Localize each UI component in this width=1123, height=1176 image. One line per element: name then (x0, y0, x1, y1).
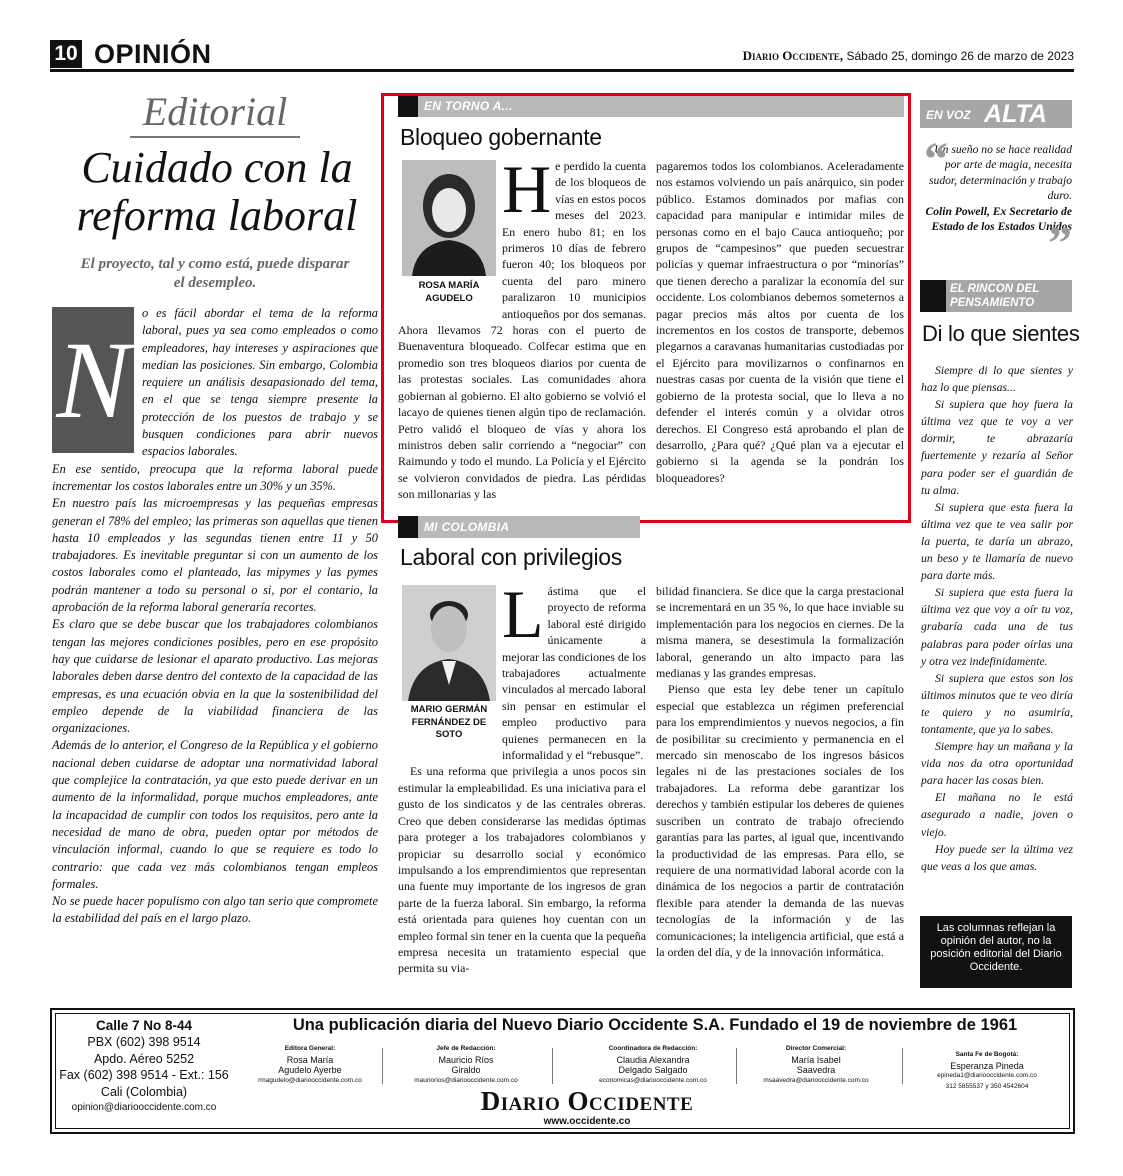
quote-text: Un sueño no se hace realidad por arte de magia, necesita sudor, determinación y trabajo duro. (929, 143, 1072, 203)
en-voz-label: EN VOZ (926, 108, 971, 122)
column2-section-label: MI COLOMBIA (424, 520, 510, 534)
rincon-title: Di lo que sientes (922, 321, 1080, 346)
column2-author: MARIO GERMÁN FERNÁNDEZ DE SOTO (410, 704, 488, 740)
column1-dropcap: H (502, 151, 552, 227)
issue-date (743, 48, 1074, 64)
editorial-kicker: Editorial (130, 90, 300, 138)
staff-role: Director Comercial: (785, 1045, 847, 1052)
staff-email[interactable]: epineda1@diariooccidente.com.co (937, 1072, 1037, 1079)
editorial-paragraph: No se puede hacer populismo con algo tan serio que compromete la estabilidad del país en el largo plazo. (52, 894, 378, 926)
staff-email[interactable]: economicas@diariooccidente.com.co (599, 1076, 707, 1084)
contact-address (56, 1018, 232, 1116)
editorial-paragraph: Es claro que se debe buscar que los trabajadores colombianos tengan las mejores condiciones posibles, pero en ese propósito hay que cuidarse de lesionar el aparato productivo. Las mejoras laborales deben darse dentro del contexto de la capacidad de las empresas, es una ecuación obvia en la que la sostenibilidad del empleo depende de la viabilidad financiera de las organizaciones. (52, 617, 378, 736)
staff-role: Coordinadora de Redacción: (608, 1045, 698, 1052)
staff-item (578, 1044, 728, 1086)
staff-name: Mauricio Ríos Giraldo (438, 1054, 494, 1075)
masthead-footer (50, 1008, 1075, 1134)
highlight-frame (381, 93, 911, 523)
staff-email[interactable]: rmagudelo@diariooccidente.com.co (258, 1076, 362, 1084)
rincon-paragraph: Si supiera que estos son los últimos minutos que te veo diría te quiero y no asumiría, tontamente, que ya lo sabes. (921, 671, 1073, 736)
editorial-body (52, 305, 378, 928)
editorial-title: Cuidado con la reforma laboral (76, 143, 358, 240)
column2-title: Laboral con privilegios (400, 544, 622, 570)
date-text: Sábado 25, domingo 26 de marzo de 2023 (846, 49, 1074, 63)
column2-right-text (656, 583, 904, 960)
quote-attribution: Colin Powell, Ex Secretario de Estado de los Estados Unidos (925, 204, 1072, 234)
editorial-dropcap: N (52, 307, 134, 453)
column2-dropcap: L (502, 576, 544, 652)
pbx: PBX (602) 398 9514 (87, 1035, 201, 1050)
page-header (50, 38, 1074, 72)
staff-item (248, 1044, 372, 1086)
close-quote-icon: ” (1048, 217, 1072, 271)
staff-name: Rosa María Agudelo Ayerbe (278, 1054, 342, 1075)
rincon-paragraph: Si supiera que esta fuera la última vez que te vea salir por la puerta, te daría un abrazo, un beso y te llamaría de nuevo para darte más. (921, 500, 1073, 583)
quote-block (922, 133, 1072, 271)
rincon-paragraph: Hoy puede ser la última vez que veas a los que amas. (921, 842, 1073, 873)
column2-intro: ástima que el proyecto de reforma laboral esté dirigido únicamente a mejorar las condiciones de los trabajadores actualmente vinculados al mercado laboral sin pensar en estimular el empleo productivo para quienes permanecen en la informalidad y el “rebusque”. (502, 584, 646, 763)
rincon-body (921, 362, 1073, 875)
rincon-header (920, 280, 1072, 312)
email-link[interactable]: opinion@diariooccidente.com.co (71, 1102, 217, 1114)
staff-email[interactable]: msaavedra@diariooccidente.com.co (763, 1076, 869, 1084)
column1-title: Bloqueo gobernante (400, 124, 602, 150)
staff-role: Jefe de Redacción: (436, 1045, 496, 1052)
staff-name: Esperanza Pineda (950, 1060, 1024, 1071)
en-voz-alta-header (920, 100, 1072, 128)
staff-phone: 312 5855537 y 350 4542604 (945, 1082, 1029, 1090)
column2-paragraph: bilidad financiera. Se dice que la carga prestacional se incrementará en un 35 %, lo que hace inviable su implementación para los negocios en ciernes. De la misma manera, se desestimula la formalización laboral, generando un alto impacto para las medianas y las grandes empresas. (656, 584, 904, 681)
staff-name: María Isabel Saavedra (791, 1054, 841, 1075)
apdo: Apdo. Aéreo 5252 (93, 1051, 195, 1066)
open-quote-icon: “ (924, 133, 948, 186)
paper-name: Diario Occidente, (742, 48, 844, 63)
staff-name: Claudia Alexandra Delgado Salgado (616, 1054, 690, 1075)
editorial-paragraph: o es fácil abordar el tema de la reforma laboral, pues ya sea como empleados o como empleadores, hay intereses y aspiraciones que median las posiciones. Sin embargo, Colombia requiere un análisis desapasionado del tema, en el que se tenga siempre presente la protección de los puestos de trabajo y se busquen condiciones para abrir nuevos espacios laborales. (142, 306, 378, 459)
city: Cali (Colombia) (100, 1084, 188, 1099)
staff-email[interactable]: mauriorios@diariooccidente.com.co (414, 1076, 518, 1084)
disclaimer-box: Las columnas reflejan la opinión del autor, no la posición editorial del Diario Occidente. (920, 916, 1072, 988)
staff-role: Editora General: (284, 1045, 336, 1052)
column1-author: ROSA MARÍA AGUDELO (418, 280, 480, 304)
editorial-paragraph: En ese sentido, preocupa que la reforma laboral puede incrementar los costos laborales entre un 30% y un 35%. (52, 461, 378, 493)
page-number: 10 (50, 40, 82, 68)
rincon-label: EL RINCON DEL PENSAMIENTO (950, 283, 1040, 309)
fax: Fax (602) 398 9514 - Ext.: 156 (59, 1068, 229, 1083)
column1-section-label: EN TORNO A... (424, 99, 513, 113)
rincon-paragraph: Siempre hay un mañana y la vida nos da otra oportunidad para hacer las cosas bien. (921, 740, 1073, 788)
column2-paragraph: Pienso que esta ley debe tener un capítulo especial que establezca un régimen preferencial para los emprendimientos y nuevos negocios, a fin de posibilitar su crecimiento y permanencia en el mercado sin menoscabo de los ingresos básicos legales ni de las prestaciones sociales de los trabajadores. La reforma debe garantizar los derechos y también estipular los deberes de quienes suscriben un contrato de trabajo ofreciendo garantías para las partes, al igual que, incentivando la productividad de las empresas. Para ello, se requiere de una normatividad laboral acorde con la dinámica de los negocios a partir de contratación flexible para atender la demanda de las nuevas tecnologías de la información y de las comunicaciones; la inteligencia artificial, que está a la orden del día, y de la innovación informática. (656, 682, 904, 959)
column2-left-text (398, 576, 646, 977)
section-title: OPINIÓN (94, 39, 212, 69)
staff-item (746, 1044, 886, 1086)
editorial-paragraph: En nuestro país las microempresas y las pequeñas empresas generan el 78% del empleo; las primeras son aquellas que tienen hasta 10 empleados y las segundas tienen entre 11 y 50 trabajadores. Es inevitable preguntar si con un aumento de los costos laborales como el planteado, las mipymes y las pymes podrán mantener a todo su personal o si, por el contario, la aprobación de la reforma laboral generaría recortes. (52, 496, 378, 615)
editorial-subtitle: El proyecto, tal y como está, puede disparar el desempleo. (80, 256, 350, 291)
column1-right-text: pagaremos todos los colombianos. Aceleradamente nos estamos volviendo un país anárquico, sin poder público. Estamos dominados por mafias con capacidad para manipular e intimidar miles de personas como en el bajo Cauca antioqueño; por grupos de “campesinos” que pueden secuestrar policías y quemar infraestructura o por “minorías” que tienen derecho a paralizar la economía del sur occidente. Los colombianos debemos someternos a pagar precios más altos por cuenta de los incrementos en los costos de transporte, debemos plegarnos a caravanas humanitarias custodiadas por el Ejército para movilizarnos o confinarnos en nuestras casas por cuenta de la visión que tiene el gobierno de la protesta social, que lo lleva a no defender el interés común y a olvidar otros derechos. El Congreso está aprobando el plan de desarrollo, ¿Para qué? ¿Qué plan va a ejecutar el gobierno si la agenda se la pondrán los bloqueadores? (656, 159, 904, 485)
street: Calle 7 No 8-44 (95, 1018, 193, 1033)
rincon-paragraph: Si supiera que hoy fuera la última vez que te voy a ver dormir, te abrazaría fuertemente y rezaría al Señor para poder ser el guardián de tu alma. (921, 398, 1073, 497)
rincon-paragraph: Siempre di lo que sientes y haz lo que piensas... (921, 364, 1073, 395)
publication-line: Una publicación diaria del Nuevo Diario Occidente S.A. Fundado el 19 de noviembre de 1961 (292, 1016, 1018, 1034)
rincon-paragraph: Si supiera que esta fuera la última vez que voy a oír tu voz, grabaría cada una de tus palabras para poder oírlas una y otra vez indefinidamente. (921, 586, 1073, 668)
column1-text: e perdido la cuenta de los bloqueos de vías en estos pocos meses del 2023. En enero hubo 81; en los primeros 10 días de febrero fueron 40; los bloqueos por cuenta del paro minero paralizaron 10 municipios antioqueños por dos semanas. Ahora llevamos 72 horas con el puerto de Buenaventura bloqueado. Colfecar estima que en promedio son tres bloqueos diarios por cuenta de las protestas sociales. Las comunidades ahora gobiernan al gobierno. El alto gobierno se volvió el lacayo de quienes tienen algún tipo de reclamación. Petro validó el bloqueo de vías y ahora los ministros deben salir corriendo a “negociar” con Raimundo y todo el mundo. La Policía y el Ejército se volvieron convidados de piedra. Las pérdidas son millonarias y las (398, 159, 646, 502)
staff-role: Santa Fe de Bogotá: (955, 1051, 1019, 1058)
staff-item (404, 1044, 528, 1086)
alta-label: ALTA (984, 100, 1047, 128)
column2-paragraph: Es una reforma que privilegia a unos pocos sin estimular la empleabilidad. Es una iniciativa para el gusto de los sindicatos y de las centrales obreras. Creo que deben considerarse las medidas óptimas para proteger a los trabajadores colombianos y propiciar su desarrollo social y económico impulsando a los emprendimientos que representan una fuente muy importante de los ingresos de gran parte de la fuerza laboral. Sin embargo, la reforma está orientada para quienes hoy cuentan con un empleo formal sin tener en la cuenta que la pequeña empresa necesita un tratamiento especial que permita su via- (398, 764, 646, 976)
newspaper-logo: Diario Occidente (480, 1086, 694, 1116)
rincon-paragraph: El mañana no le está asegurado a nadie, joven o viejo. (921, 791, 1073, 839)
editorial-paragraph: Además de lo anterior, el Congreso de la República y el gobierno nacional deben cuidarse de adoptar una normatividad laboral que complejice la contratación, ya que esto puede derivar en un aumento de la informalidad, porque muchos empleadores, ante la incapacidad de cumplir con todos los requisitos, pero ante la necesidad de mano de obra, pueden optar por métodos de vinculación informal, cuando lo que se requiere es todo lo contrario: que cada vez más colombianos tengan empleos formales. (52, 738, 378, 891)
staff-item (932, 1050, 1042, 1092)
website-link[interactable]: www.occidente.co (543, 1116, 631, 1127)
column2-section-bar (398, 516, 640, 538)
